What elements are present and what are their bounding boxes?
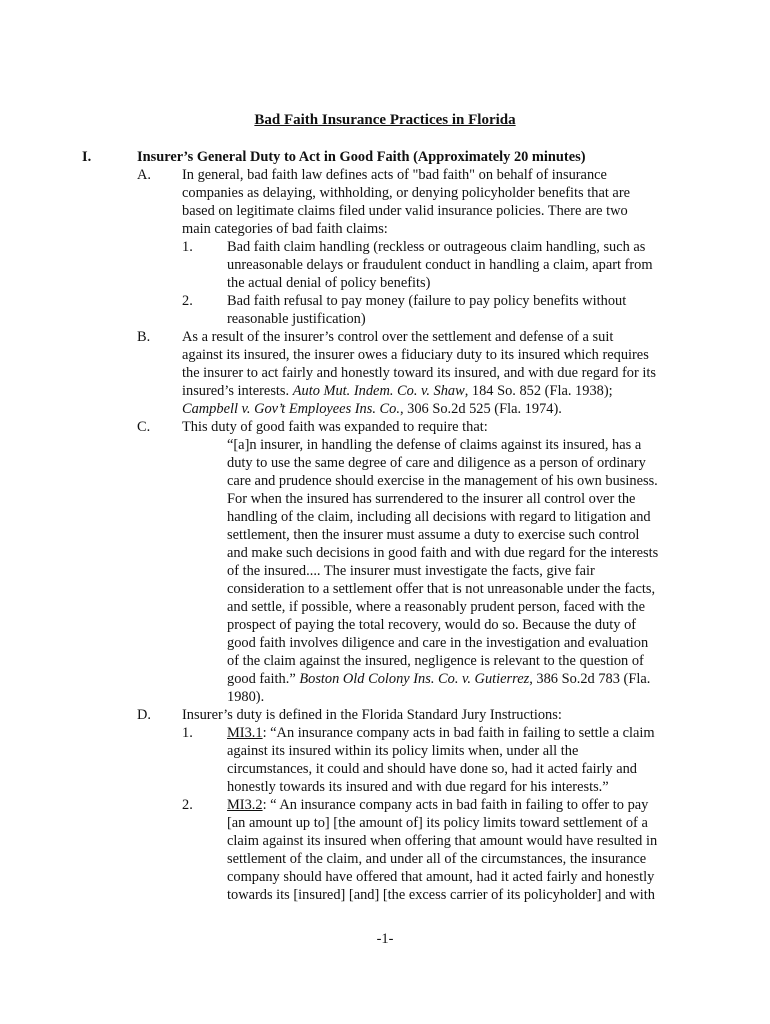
quote-line: 1980). [227, 689, 265, 705]
jury-instruction-ref: MI3.1 [227, 725, 263, 741]
subitem-label: 2. [182, 797, 193, 813]
quote-line: of the insured.... The insurer must investigate the facts, give fair [227, 563, 595, 579]
quote-line: “[a]n insurer, in handling the defense of claims against its insured, has a [227, 437, 642, 453]
document-title: Bad Faith Insurance Practices in Florida [254, 112, 516, 128]
text-run: : “ An insurance company acts in bad faith in failing to offer to pay [262, 797, 649, 813]
item-a-line: based on legitimate claims filed under valid insurance policies. There are two [182, 203, 628, 219]
quote-line: handling of the claim, including all decisions with regard to litigation and [227, 509, 651, 525]
subitem-line: company should have offered that amount, had it acted fairly and honestly [227, 869, 655, 885]
quote-line: good faith involves diligence and care in the investigation and evaluation [227, 635, 649, 651]
item-a-line: companies as delaying, withholding, or denying policyholder benefits that are [182, 185, 630, 201]
item-a-line: In general, bad faith law defines acts of "bad faith" on behalf of insurance [182, 167, 607, 183]
subitem-line: towards its [insured] [and] [the excess carrier of its policyholder] and with [227, 887, 655, 903]
quote-line: consideration to a settlement offer that is not unreasonable under the facts, [227, 581, 656, 597]
case-citation: Auto Mut. Indem. Co. v. Shaw [292, 383, 465, 399]
subitem-line: reasonable justification) [227, 311, 366, 327]
subitem-line [227, 724, 655, 742]
item-label-b: B. [137, 329, 151, 345]
item-a-line: main categories of bad faith claims: [182, 221, 388, 237]
subitem-label: 1. [182, 725, 193, 741]
item-label-d: D. [137, 707, 151, 723]
section-number: I. [82, 149, 92, 165]
subitem-line [227, 796, 648, 814]
item-b-line: As a result of the insurer’s control over the settlement and defense of a suit [182, 329, 614, 345]
item-b-line: against its insured, the insurer owes a fiduciary duty to its insured which requires [182, 347, 649, 363]
subitem-line: Bad faith refusal to pay money (failure to pay policy benefits without [227, 293, 627, 309]
subitem-label: 1. [182, 239, 193, 255]
item-label-c: C. [137, 419, 151, 435]
subitem-line: claim against its insured when offering that amount would have resulted in [227, 833, 658, 849]
quote-line: and make such decisions in good faith and with due regard for the interests [227, 545, 659, 561]
subitem-line: circumstances, it could and should have done so, had it acted fairly and [227, 761, 638, 777]
quote-line [227, 670, 650, 688]
text-run: insured’s interests. [182, 383, 293, 399]
case-citation: Campbell v. Gov’t Employees Ins. Co. [182, 401, 400, 417]
text-run: , 386 So.2d 783 (Fla. [529, 671, 651, 687]
subitem-line: settlement of the claim, and under all of the circumstances, the insurance [227, 851, 647, 867]
page-number: -1- [376, 931, 394, 947]
item-c-intro: This duty of good faith was expanded to require that: [182, 419, 488, 435]
quote-line: settlement, then the insurer must assume a duty to exercise such control [227, 527, 640, 543]
text-run: : “An insurance company acts in bad faith in failing to settle a claim [262, 725, 655, 741]
subitem-line: Bad faith claim handling (reckless or outrageous claim handling, such as [227, 239, 646, 255]
jury-instruction-ref: MI3.2 [227, 797, 263, 813]
case-citation: Boston Old Colony Ins. Co. v. Gutierrez [299, 671, 530, 687]
section-heading: Insurer’s General Duty to Act in Good Faith (Approximately 20 minutes) [137, 149, 586, 165]
quote-line: prospect of paying the total recovery, would do so. Because the duty of [227, 617, 637, 633]
subitem-line: unreasonable delays or fraudulent conduct in handling a claim, apart from [227, 257, 653, 273]
quote-line: duty to use the same degree of care and diligence as a person of ordinary [227, 455, 646, 471]
item-b-line: the insurer to act fairly and honestly toward its insured, and with due regard for its [182, 365, 656, 381]
subitem-line: [an amount up to] [the amount of] its policy limits toward settlement of a [227, 815, 648, 831]
quote-line: care and prudence should exercise in the management of his own business. [227, 473, 658, 489]
item-label-a: A. [137, 167, 151, 183]
subitem-line: honestly towards its insured and with due regard for his interests.” [227, 779, 609, 795]
item-b-line [182, 382, 613, 400]
text-run: , 306 So.2d 525 (Fla. 1974). [399, 401, 562, 417]
quote-line: of the claim against the insured, negligence is relevant to the question of [227, 653, 644, 669]
item-b-line [182, 400, 562, 418]
quote-line: For when the insured has surrendered to the insurer all control over the [227, 491, 636, 507]
subitem-label: 2. [182, 293, 193, 309]
subitem-line: against its insured within its policy limits when, under all the [227, 743, 579, 759]
item-d-intro: Insurer’s duty is defined in the Florida Standard Jury Instructions: [182, 707, 562, 723]
quote-line: and settle, if possible, where a reasonably prudent person, faced with the [227, 599, 645, 615]
text-run: good faith.” [227, 671, 300, 687]
subitem-line: the actual denial of policy benefits) [227, 275, 431, 291]
text-run: , 184 So. 852 (Fla. 1938); [464, 383, 613, 399]
